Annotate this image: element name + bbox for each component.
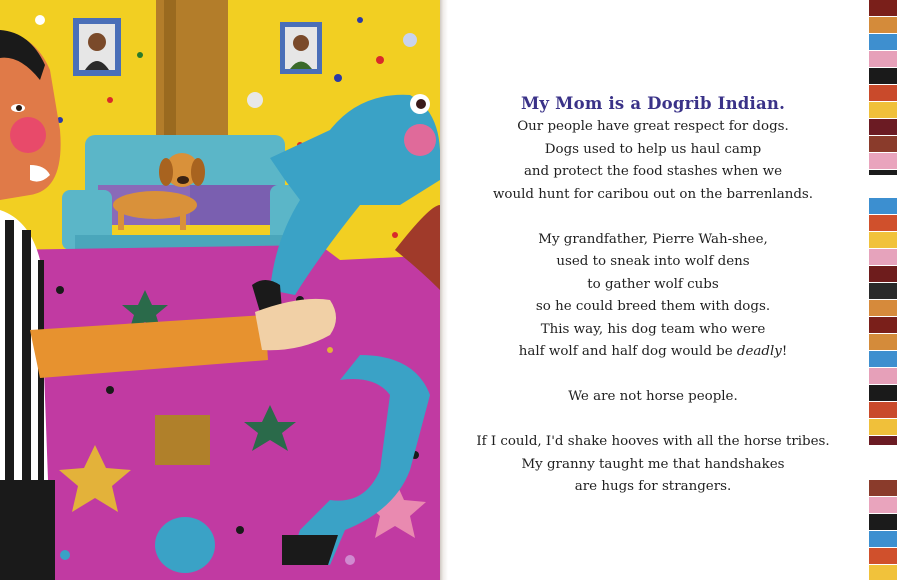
stripe-band <box>869 215 897 231</box>
stripe-band <box>869 480 897 496</box>
deadly-line-after: ! <box>781 344 788 359</box>
text-line: to gather wolf cubs <box>587 276 719 292</box>
stripe-band <box>869 300 897 316</box>
stripe-band <box>869 514 897 530</box>
stripe-band <box>869 0 897 16</box>
text-line: My grandfather, Pierre Wah-shee, <box>538 231 768 247</box>
stripe-band <box>869 153 897 169</box>
text-line: Our people have great respect for dogs. <box>517 119 789 134</box>
pink-bedspread <box>0 245 440 580</box>
stripe-band <box>869 68 897 84</box>
text-page <box>448 0 866 580</box>
painting-svg <box>0 0 440 580</box>
stripe-band <box>869 436 897 445</box>
portrait-frame-right <box>280 22 322 74</box>
stripe-band <box>869 368 897 384</box>
stripe-band <box>869 249 897 265</box>
stripe-band <box>869 419 897 435</box>
text-line: My granny taught me that handshakes <box>521 456 785 472</box>
stripe-band <box>869 232 897 248</box>
illustration-page <box>0 0 440 580</box>
text-line: This way, his dog team who were <box>540 321 766 337</box>
text-line-deadly <box>448 341 858 364</box>
stripe-band <box>869 283 897 299</box>
post-shade <box>164 0 176 135</box>
text-line: used to sneak into wolf dens <box>556 254 750 269</box>
stripe-band <box>869 51 897 67</box>
text-line: would hunt for caribou out on the barrenlands. <box>492 186 814 202</box>
stripe-band <box>869 385 897 401</box>
book-gutter <box>440 0 448 580</box>
text-line: and protect the food stashes when we <box>523 164 783 179</box>
stripe-band <box>869 170 897 175</box>
text-line: are hugs for strangers. <box>574 479 732 494</box>
deadly-emphasis: deadly <box>736 344 782 359</box>
deadly-line-before: half wolf and half dog would be <box>518 344 737 359</box>
stripe-band <box>869 85 897 101</box>
portrait-frame-left <box>73 18 121 76</box>
text-line: Dogs used to help us haul camp <box>544 141 762 157</box>
text-line: If I could, I'd shake hooves with all the horse tribes. <box>476 434 830 449</box>
decorative-stripe-border <box>866 0 900 580</box>
page-heading: My Mom is a Dogrib Indian. <box>520 94 786 113</box>
stripe-band <box>869 334 897 350</box>
stripe-band <box>869 102 897 118</box>
stripe-band <box>869 351 897 367</box>
text-line: We are not horse people. <box>568 389 738 404</box>
stripe-band <box>869 565 897 580</box>
stripe-band <box>869 34 897 50</box>
text-line: so he could breed them with dogs. <box>535 299 771 314</box>
stripe-band <box>869 198 897 214</box>
stripe-band <box>869 17 897 33</box>
stripe-band <box>869 266 897 282</box>
stripe-band <box>869 136 897 152</box>
stripe-band <box>869 402 897 418</box>
story-text <box>448 92 858 499</box>
stripe-band <box>869 548 897 564</box>
stripe-band <box>869 317 897 333</box>
stripe-band <box>869 119 897 135</box>
stripe-band <box>869 531 897 547</box>
stripe-band <box>869 497 897 513</box>
